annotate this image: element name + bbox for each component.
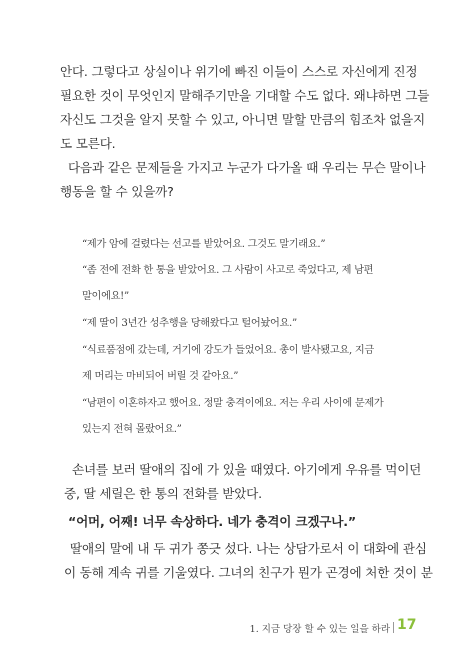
quote-line: “식료품점에 갔는데, 거기에 강도가 들었어요. 총이 발사됐고요, 지금 xyxy=(82,345,374,356)
text-line: 도 모른다. xyxy=(60,136,116,151)
paragraph-4 xyxy=(64,510,414,534)
quote-line: “제 딸이 3년간 성추행을 당해왔다고 털어놨어요.” xyxy=(82,318,297,329)
text-line: 다음과 같은 문제들을 가지고 누군가 다가올 때 우리는 무슨 말이나 xyxy=(68,160,426,175)
footer-divider xyxy=(393,622,394,633)
quote-line: “남편이 이혼하자고 했어요. 정말 충격이에요. 저는 우리 사이에 문제가 xyxy=(82,398,384,409)
text-line: “어머, 어째! 너무 속상하다. 네가 충격이 크겠구나.” xyxy=(68,514,356,529)
paragraph-5 xyxy=(64,537,433,585)
paragraph-2 xyxy=(60,156,426,204)
text-line: 필요한 것이 무엇인지 말해주기만을 기대할 수도 없다. 왜냐하면 그들 xyxy=(60,88,430,103)
quote-block xyxy=(82,233,432,442)
paragraph-3 xyxy=(64,458,422,506)
text-line: 행동을 할 수 있을까? xyxy=(60,184,174,199)
quote-line: 제 머리는 마비되어 버릴 것 같아요.” xyxy=(82,371,239,382)
quote-line: “제가 암에 걸렸다는 선고를 받았어요. 그것도 말기래요.” xyxy=(82,239,326,250)
text-line: 딸애의 말에 내 두 귀가 쫑긋 섰다. 나는 상담가로서 이 대화에 관심 xyxy=(70,541,427,556)
text-line: 손녀를 보러 딸애의 집에 가 있을 때였다. 아기에게 우유를 먹이던 xyxy=(72,462,422,477)
quote-line: 말이에요!” xyxy=(82,291,129,302)
page-number: 17 xyxy=(397,617,417,633)
text-line: 안다. 그렇다고 상실이나 위기에 빠진 이들이 스스로 자신에게 진정 xyxy=(60,64,418,79)
text-line: 이 동해 계속 귀를 기울였다. 그녀의 친구가 뭔가 곤경에 처한 것이 분 xyxy=(64,565,433,580)
text-line: 자신도 그것을 알지 못할 수 있고, 아니면 말할 만큼의 힘조차 없을지 xyxy=(60,112,425,127)
quote-line: “좀 전에 전화 한 통을 받았어요. 그 사람이 사고로 죽었다고, 제 남편 xyxy=(82,265,374,276)
quote-line: 있는지 전혀 몰랐어요.” xyxy=(82,424,182,435)
page-footer xyxy=(0,617,470,637)
paragraph-1 xyxy=(60,60,430,156)
text-line: 중, 딸 세릴은 한 통의 전화를 받았다. xyxy=(64,486,262,501)
running-footer-chapter: 1. 지금 당장 할 수 있는 일을 하라 xyxy=(249,624,390,635)
